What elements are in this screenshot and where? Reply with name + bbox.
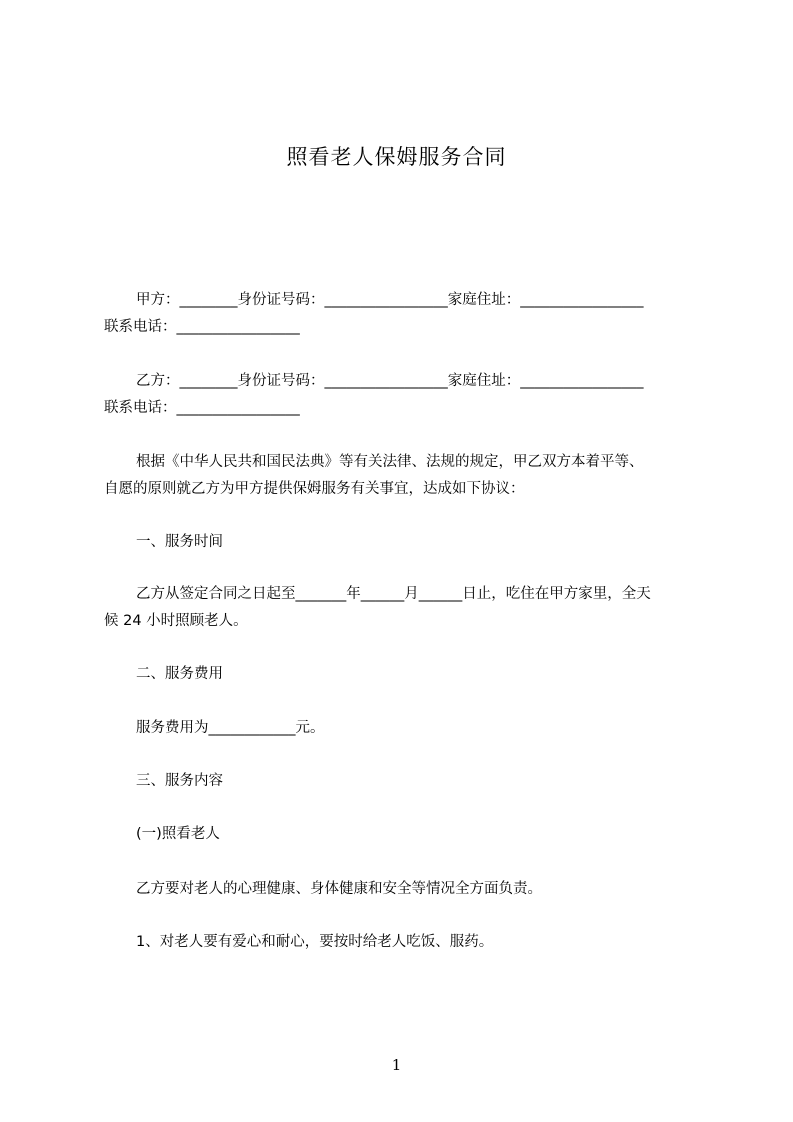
preamble-line-2: 自愿的原则就乙方为甲方提供保姆服务有关事宜，达成如下协议：: [104, 481, 525, 497]
section-3-heading: 三、服务内容: [136, 773, 223, 789]
document-title: 照看老人保姆服务合同: [286, 145, 507, 169]
party-a-line-2: 联系电话：_________________: [104, 319, 300, 335]
preamble-line-1: 根据《中华人民共和国民法典》等有关法律、法规的规定，甲乙双方本着平等、: [136, 454, 644, 470]
party-b-line-1: 乙方：________身份证号码：_________________家庭住址：_________________: [136, 373, 644, 389]
section-3-text: 乙方要对老人的心理健康、身体健康和安全等情况全方面负责。: [136, 881, 542, 897]
section-1-heading: 一、服务时间: [136, 534, 223, 550]
section-2-heading: 二、服务费用: [136, 666, 223, 682]
section-2-text: 服务费用为____________元。: [136, 720, 325, 736]
party-b-line-2: 联系电话：_________________: [104, 400, 300, 416]
section-1-line-1: 乙方从签定合同之日起至_______年______月______日止，吃住在甲方家里，全天: [136, 586, 651, 602]
section-3-item-1: 1、对老人要有爱心和耐心，要按时给老人吃饭、服药。: [136, 934, 494, 950]
section-1-line-2: 候 24 小时照顾老人。: [104, 613, 248, 629]
page-number: 1: [391, 1056, 402, 1074]
section-3-subheading: (一)照看老人: [136, 826, 220, 842]
party-a-line-1: 甲方：________身份证号码：_________________家庭住址：_________________: [136, 292, 644, 308]
